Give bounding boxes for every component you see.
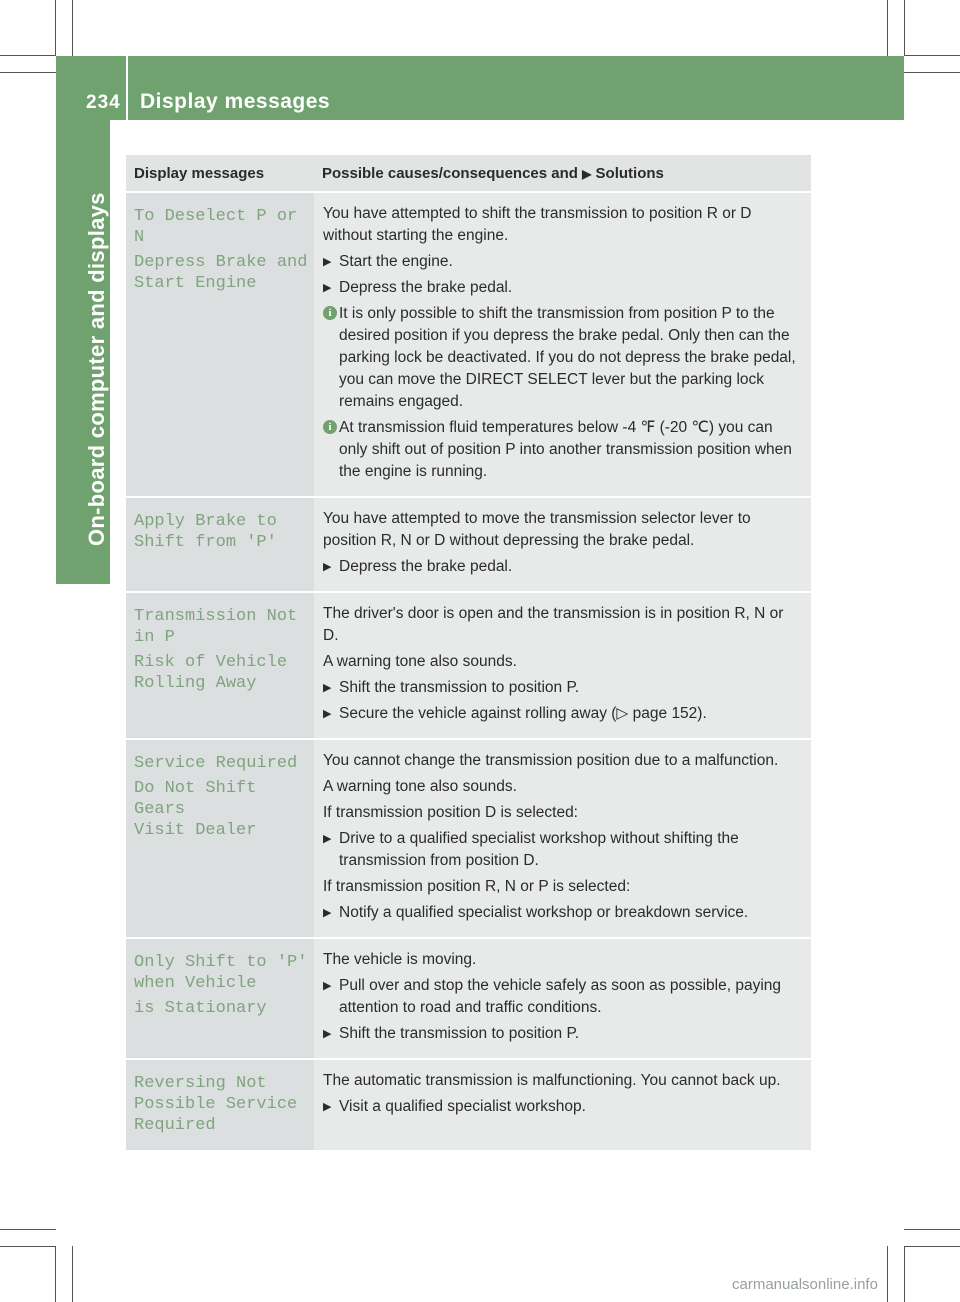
crop-mark bbox=[904, 0, 905, 56]
display-message-text: To Deselect P or N bbox=[134, 207, 298, 247]
crop-mark bbox=[0, 55, 56, 56]
page-number: 234 bbox=[86, 92, 121, 113]
paragraph-text: Start the engine. bbox=[339, 253, 453, 270]
display-message-cell bbox=[126, 192, 314, 497]
description-text bbox=[323, 949, 803, 971]
action-step bbox=[323, 1096, 803, 1118]
crop-mark bbox=[904, 1246, 905, 1302]
action-step bbox=[323, 677, 803, 699]
paragraph-text: Pull over and stop the vehicle safely as soon as possible, paying attention to road and traffic conditions. bbox=[339, 977, 782, 1016]
description-text bbox=[323, 1070, 803, 1092]
table-row bbox=[126, 1059, 811, 1150]
paragraph-text: A warning tone also sounds. bbox=[323, 778, 517, 795]
paragraph-text: If transmission position D is selected: bbox=[323, 804, 578, 821]
paragraph-text: It is only possible to shift the transmission from position P to the desired position if you depress the brake pedal. Only then can the parking lock be deactivated. If you do not depress the brake pedal, you can move the DIRECT SELECT lever but the parking lock remains engaged. bbox=[339, 305, 796, 410]
display-message-cell bbox=[126, 1059, 314, 1150]
display-message-text: Depress Brake and Start Engine bbox=[134, 253, 308, 293]
action-step bbox=[323, 1023, 803, 1045]
crop-mark bbox=[72, 1246, 73, 1302]
action-step bbox=[323, 251, 803, 273]
paragraph-text: Depress the brake pedal. bbox=[339, 279, 513, 296]
crop-mark bbox=[904, 55, 960, 56]
description-text bbox=[323, 651, 803, 673]
solution-cell bbox=[314, 497, 811, 592]
action-step bbox=[323, 277, 803, 299]
description-text bbox=[323, 203, 803, 247]
solution-cell bbox=[314, 1059, 811, 1150]
paragraph-text: Shift the transmission to position P. bbox=[339, 679, 580, 696]
display-message-cell bbox=[126, 938, 314, 1059]
column-header-display: Display messages bbox=[126, 155, 314, 192]
table-row bbox=[126, 739, 811, 938]
column-header-solutions bbox=[314, 155, 811, 192]
display-message-text: Do Not Shift Gears Visit Dealer bbox=[134, 779, 257, 840]
description-text bbox=[323, 508, 803, 552]
description-text bbox=[323, 603, 803, 647]
info-note bbox=[323, 303, 803, 413]
crop-mark bbox=[887, 0, 888, 56]
display-message-text: is Stationary bbox=[134, 999, 267, 1018]
paragraph-text: Depress the brake pedal. bbox=[339, 558, 513, 575]
paragraph-text: Shift the transmission to position P. bbox=[339, 1025, 580, 1042]
paragraph-text: Secure the vehicle against rolling away (▷ page 152). bbox=[339, 705, 707, 722]
header-divider bbox=[126, 56, 128, 120]
action-step bbox=[323, 902, 803, 924]
table-row bbox=[126, 497, 811, 592]
display-message-text: Apply Brake to Shift from 'P' bbox=[134, 512, 277, 552]
paragraph-text: You cannot change the transmission position due to a malfunction. bbox=[323, 752, 779, 769]
display-message-text: Only Shift to 'P' when Vehicle bbox=[134, 953, 308, 993]
display-message-cell bbox=[126, 497, 314, 592]
watermark: carmanualsonline.info bbox=[732, 1276, 878, 1293]
page-title: Display messages bbox=[140, 90, 331, 113]
paragraph-text: At transmission fluid temperatures below -4 ℉ (-20 ℃) you can only shift out of position P into another transmission position when the engine is running. bbox=[339, 419, 792, 480]
action-step bbox=[323, 556, 803, 578]
action-step bbox=[323, 703, 803, 725]
display-messages-table bbox=[126, 155, 811, 1150]
description-text bbox=[323, 802, 803, 824]
paragraph-text: Visit a qualified specialist workshop. bbox=[339, 1098, 586, 1115]
column-header-solutions-tail: Solutions bbox=[595, 165, 664, 182]
table-body bbox=[126, 192, 811, 1150]
solution-cell bbox=[314, 192, 811, 497]
info-icon: i bbox=[323, 420, 337, 434]
crop-mark bbox=[904, 72, 960, 73]
crop-mark bbox=[55, 0, 56, 56]
crop-mark bbox=[55, 1246, 56, 1302]
crop-mark bbox=[72, 0, 73, 56]
crop-mark bbox=[904, 1229, 960, 1230]
paragraph-text: The automatic transmission is malfunctioning. You cannot back up. bbox=[323, 1072, 781, 1089]
paragraph-text: You have attempted to move the transmission selector lever to position R, N or D without depressing the brake pedal. bbox=[323, 510, 751, 549]
description-text bbox=[323, 776, 803, 798]
display-message-text: Reversing Not Possible Service Required bbox=[134, 1074, 298, 1135]
action-step bbox=[323, 828, 803, 872]
paragraph-text: The vehicle is moving. bbox=[323, 951, 477, 968]
solution-cell bbox=[314, 739, 811, 938]
display-message-cell bbox=[126, 739, 314, 938]
crop-mark bbox=[0, 1229, 56, 1230]
chapter-side-tab-label: On-board computer and displays bbox=[84, 192, 109, 546]
crop-mark bbox=[904, 1246, 960, 1247]
solution-cell bbox=[314, 592, 811, 739]
display-message-text: Risk of Vehicle Rolling Away bbox=[134, 653, 288, 693]
table-row bbox=[126, 938, 811, 1059]
table-row bbox=[126, 592, 811, 739]
crop-mark bbox=[0, 72, 56, 73]
display-message-cell bbox=[126, 592, 314, 739]
display-message-text: Service Required bbox=[134, 754, 298, 773]
paragraph-text: You have attempted to shift the transmission to position R or D without starting the engine. bbox=[323, 205, 752, 244]
crop-mark bbox=[887, 1246, 888, 1302]
description-text bbox=[323, 876, 803, 898]
solution-cell bbox=[314, 938, 811, 1059]
description-text bbox=[323, 750, 803, 772]
column-header-solutions-label: Possible causes/consequences and bbox=[322, 165, 578, 182]
info-icon: i bbox=[323, 306, 337, 320]
info-note bbox=[323, 417, 803, 483]
arrow-icon: ▶ bbox=[582, 167, 592, 181]
action-step bbox=[323, 975, 803, 1019]
paragraph-text: Drive to a qualified specialist workshop without shifting the transmission from position D. bbox=[339, 830, 739, 869]
crop-mark bbox=[0, 1246, 56, 1247]
paragraph-text: If transmission position R, N or P is selected: bbox=[323, 878, 631, 895]
paragraph-text: A warning tone also sounds. bbox=[323, 653, 517, 670]
table-header-row bbox=[126, 155, 811, 192]
paragraph-text: Notify a qualified specialist workshop or breakdown service. bbox=[339, 904, 749, 921]
paragraph-text: The driver's door is open and the transmission is in position R, N or D. bbox=[323, 605, 784, 644]
table-row bbox=[126, 192, 811, 497]
display-message-text: Transmission Not in P bbox=[134, 607, 298, 647]
